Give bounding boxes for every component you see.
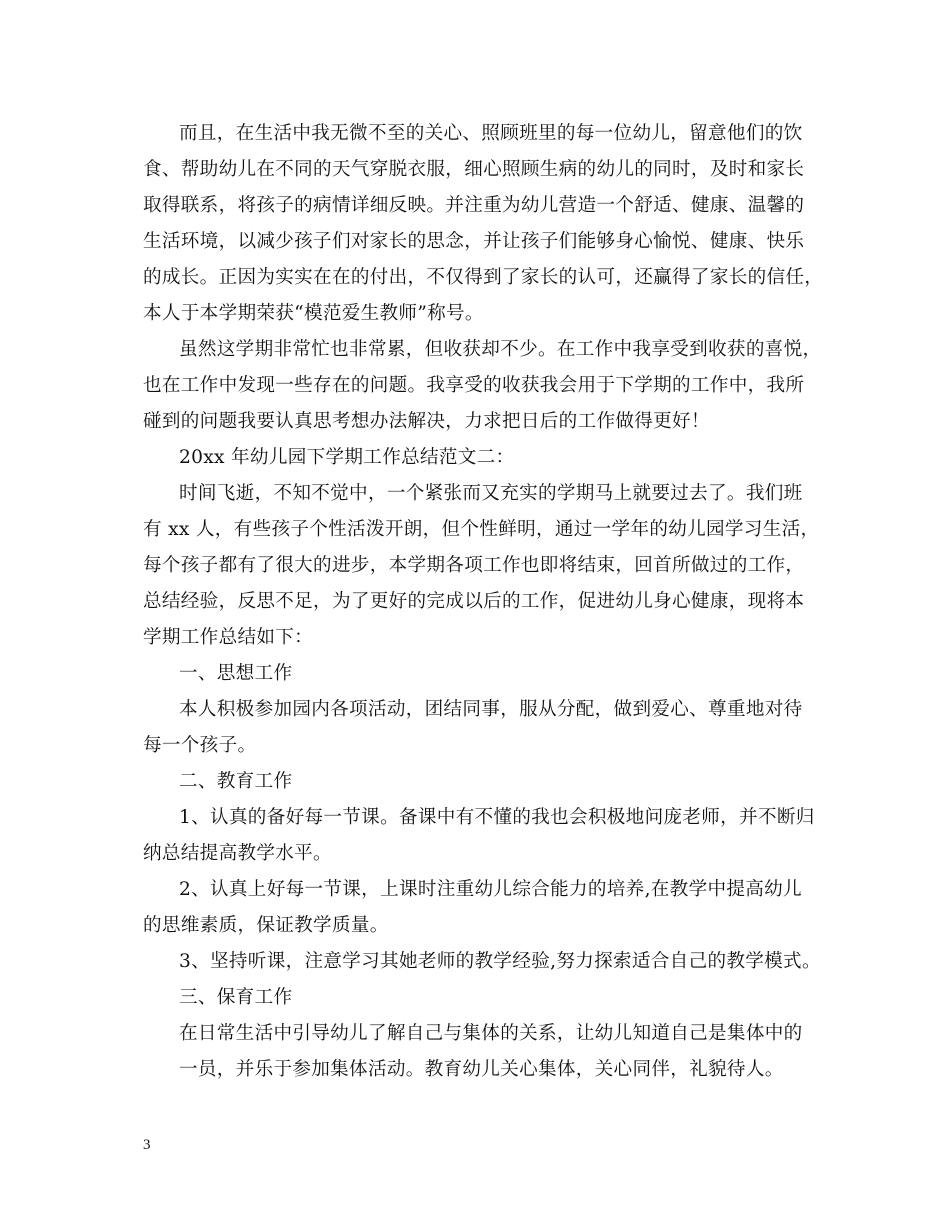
text-line: 本人积极参加园内各项活动，团结同事，服从分配，做到爱心、尊重地对待 (179, 699, 803, 720)
text-line: 时间飞逝，不知不觉中，一个紧张而又充实的学期马上就要过去了。我们班 (179, 483, 803, 504)
text-line: 本人于本学期荣获“模范爱生教师”称号。 (143, 303, 484, 324)
text-line: 的成长。正因为实实在在的付出，不仅得到了家长的认可，还赢得了家长的信任， (143, 267, 824, 288)
section-heading: 三、保育工作 (179, 987, 293, 1008)
text-line: 总结经验，反思不足，为了更好的完成以后的工作，促进幼儿身心健康，现将本 (143, 591, 805, 612)
text-line: 虽然这学期非常忙也非常累，但收获却不少。在工作中我享受到收获的喜悦， (179, 339, 822, 360)
text-line: 每个孩子都有了很大的进步，本学期各项工作也即将结束，回首所做过的工作， (143, 555, 805, 576)
text-line: 2、认真上好每一节课，上课时注重幼儿综合能力的培养,在教学中提高幼儿 (179, 879, 802, 900)
text-line: 学期工作总结如下： (143, 627, 314, 648)
section-heading: 20xx 年幼儿园下学期工作总结范文二： (179, 447, 515, 468)
text-line: 一员，并乐于参加集体活动。教育幼儿关心集体，关心同伴，礼貌待人。 (179, 1059, 784, 1080)
text-line: 在日常生活中引导幼儿了解自己与集体的关系，让幼儿知道自己是集体中的 (179, 1023, 803, 1044)
text-line: 生活环境，以减少孩子们对家长的思念，并让孩子们能够身心愉悦、健康、快乐 (143, 231, 805, 252)
text-line: 每一个孩子。 (143, 735, 257, 756)
text-line: 有 xx 人，有些孩子个性活泼开朗，但个性鲜明，通过一学年的幼儿园学习生活， (143, 519, 820, 540)
page-number: 3 (143, 1137, 151, 1153)
section-heading: 二、教育工作 (179, 771, 293, 792)
text-line: 也在工作中发现一些存在的问题。我享受的收获我会用于下学期的工作中，我所 (143, 375, 805, 396)
text-line: 取得联系，将孩子的病情详细反映。并注重为幼儿营造一个舒适、健康、温馨的 (143, 195, 805, 216)
text-line: 食、帮助幼儿在不同的天气穿脱衣服，细心照顾生病的幼儿的同时，及时和家长 (143, 159, 805, 180)
section-heading: 一、思想工作 (179, 663, 293, 684)
text-line: 的思维素质，保证教学质量。 (143, 915, 389, 936)
text-line: 而且，在生活中我无微不至的关心、照顾班里的每一位幼儿，留意他们的饮 (179, 123, 803, 144)
text-line: 1、认真的备好每一节课。备课中有不懂的我也会积极地问庞老师，并不断归 (179, 807, 815, 828)
text-line: 3、坚持听课，注意学习其她老师的教学经验,努力探索适合自己的教学模式。 (179, 951, 821, 972)
text-line: 碰到的问题我要认真思考想办法解决，力求把日后的工作做得更好！ (143, 411, 710, 432)
text-line: 纳总结提高教学水平。 (143, 843, 332, 864)
